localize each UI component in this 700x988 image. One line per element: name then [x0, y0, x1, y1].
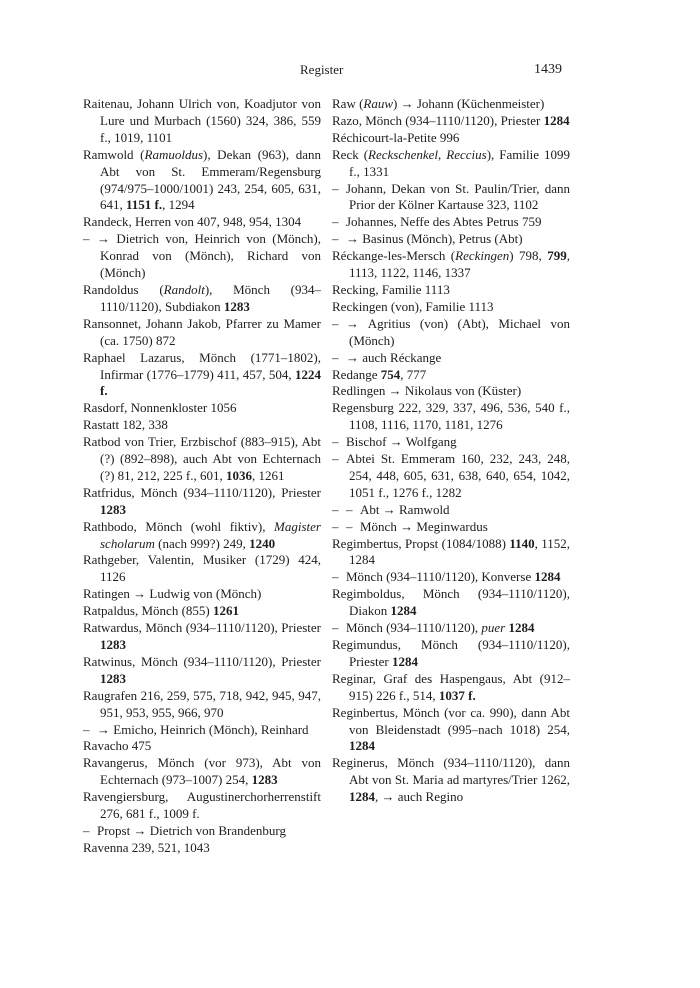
index-entry: Rasdorf, Nonnenkloster 1056: [83, 400, 237, 416]
index-subentry: – Johann, Dekan von St. Paulin/Trier, dann Prior der Kölner Kartause 323, 1102: [332, 180, 570, 213]
index-entry: Ratwinus, Mönch (934–1110/1120), Priester 1283: [83, 653, 321, 686]
index-entry: Réchicourt-la-Petite 996: [332, 129, 460, 145]
index-entry: Ratfridus, Mönch (934–1110/1120), Priester 1283: [83, 484, 321, 517]
right-column: [332, 96, 570, 806]
index-entry: Ransonnet, Johann Jakob, Pfarrer zu Mamer (ca. 1750) 872: [83, 315, 321, 348]
index-entry: Ratingen → Ludwig von (Mönch): [83, 586, 262, 602]
index-entry: Raw (Rauw) → Johann (Küchenmeister): [332, 96, 545, 111]
index-entry: Raphael Lazarus, Mönch (1771–1802), Infirmar (1776–1779) 411, 457, 504, 1224 f.: [83, 349, 321, 399]
index-subentry: – Propst → Dietrich von Brandenburg: [83, 822, 286, 838]
index-subentry: – → Dietrich von, Heinrich von (Mönch), Konrad von (Mönch), Richard von (Mönch): [83, 231, 321, 281]
page-header: [0, 62, 700, 82]
index-entry: Raugrafen 216, 259, 575, 718, 942, 945, 947, 951, 953, 955, 966, 970: [83, 687, 321, 720]
index-entry: Ravangerus, Mönch (vor 973), Abt von Echternach (973–1007) 254, 1283: [83, 755, 321, 788]
index-subentry: – → Basinus (Mönch), Petrus (Abt): [332, 231, 523, 247]
index-entry: Razo, Mönch (934–1110/1120), Priester 1284: [332, 112, 570, 128]
index-entry: Réckange-les-Mersch (Reckingen) 798, 799, 1113, 1122, 1146, 1337: [332, 248, 570, 281]
index-entry: Ramwold (Ramuoldus), Dekan (963), dann Abt von St. Emmeram/Regensburg (974/975–1000/1001) 243, 254, 605, 631, 641, 1151 f., 1294: [83, 146, 322, 213]
index-subentry: – Mönch (934–1110/1120), puer 1284: [332, 620, 535, 636]
index-entry: Reck (Reckschenkel, Reccius), Familie 1099 f., 1331: [332, 146, 570, 179]
index-subentry: – → Emicho, Heinrich (Mönch), Reinhard: [83, 721, 309, 737]
index-entry: Ratwardus, Mönch (934–1110/1120), Priester 1283: [83, 620, 321, 652]
index-subentry: – – Abt → Ramwold: [332, 501, 450, 517]
page-number: 1439: [534, 62, 562, 77]
index-entry: Regimundus, Mönch (934–1110/1120), Priester 1284: [332, 637, 570, 669]
index-subentry: – → Agritius (von) (Abt), Michael von (Mönch): [332, 315, 570, 348]
index-entry: Redange 754, 777: [332, 366, 427, 382]
index-subentry: – Abtei St. Emmeram 160, 232, 243, 248, 254, 448, 605, 631, 638, 640, 654, 1042, 1051 f., 1276 f., 1282: [332, 451, 570, 500]
index-subentry: – Johannes, Neffe des Abtes Petrus 759: [332, 214, 542, 230]
index-entry: Regensburg 222, 329, 337, 496, 536, 540 f., 1108, 1116, 1170, 1181, 1276: [332, 400, 570, 433]
index-subentry: – → auch Réckange: [332, 349, 442, 365]
index-entry: Reginerus, Mönch (934–1110/1120), dann Abt von St. Maria ad martyres/Trier 1262, 1284, → auch Regino: [332, 755, 570, 805]
index-entry: Regimboldus, Mönch (934–1110/1120), Diakon 1284: [332, 586, 570, 619]
index-entry: Regimbertus, Propst (1084/1088) 1140, 1152, 1284: [332, 535, 570, 568]
index-entry: Rathgeber, Valentin, Musiker (1729) 424, 1126: [83, 552, 321, 585]
index-entry: Ravacho 475: [83, 738, 152, 754]
index-entry: Recking, Familie 1113: [332, 281, 450, 297]
index-subentry: – – Mönch → Meginwardus: [332, 518, 488, 534]
index-entry: Randeck, Herren von 407, 948, 954, 1304: [83, 214, 302, 230]
index-entry: Reginar, Graf des Haspengaus, Abt (912–915) 226 f., 514, 1037 f.: [332, 670, 570, 703]
index-entry: Redlingen → Nikolaus von (Küster): [332, 383, 522, 399]
index-subentry: – Bischof → Wolfgang: [332, 434, 457, 450]
index-entry: Randoldus (Randolt), Mönch (934–1110/1120), Subdiakon 1283: [83, 281, 321, 314]
index-entry: Ratbod von Trier, Erzbischof (883–915), Abt (?) (892–898), auch Abt von Echternach (?) 81, 212, 225 f., 601, 1036, 1261: [83, 434, 321, 483]
index-entry: Ratpaldus, Mönch (855) 1261: [83, 603, 239, 619]
index-subentry: – Mönch (934–1110/1120), Konverse 1284: [332, 569, 561, 585]
running-title: Register: [300, 62, 344, 77]
index-entry: Rastatt 182, 338: [83, 417, 168, 433]
index-entry: Ravenna 239, 521, 1043: [83, 839, 210, 855]
index-entry: Reginbertus, Mönch (vor ca. 990), dann Abt von Bleidenstadt (995–nach 1018) 254, 1284: [332, 704, 570, 754]
index-entry: Rathbodo, Mönch (wohl fiktiv), Magister scholarum (nach 999?) 249, 1240: [83, 518, 321, 551]
index-entry: Reckingen (von), Familie 1113: [332, 298, 494, 314]
left-column: [83, 96, 321, 857]
index-entry: Ravengiersburg, Augustinerchorherrenstift 276, 681 f., 1009 f.: [83, 789, 321, 822]
index-entry: Raitenau, Johann Ulrich von, Koadjutor von Lure und Murbach (1560) 324, 386, 559 f., 1019, 1101: [83, 96, 321, 145]
